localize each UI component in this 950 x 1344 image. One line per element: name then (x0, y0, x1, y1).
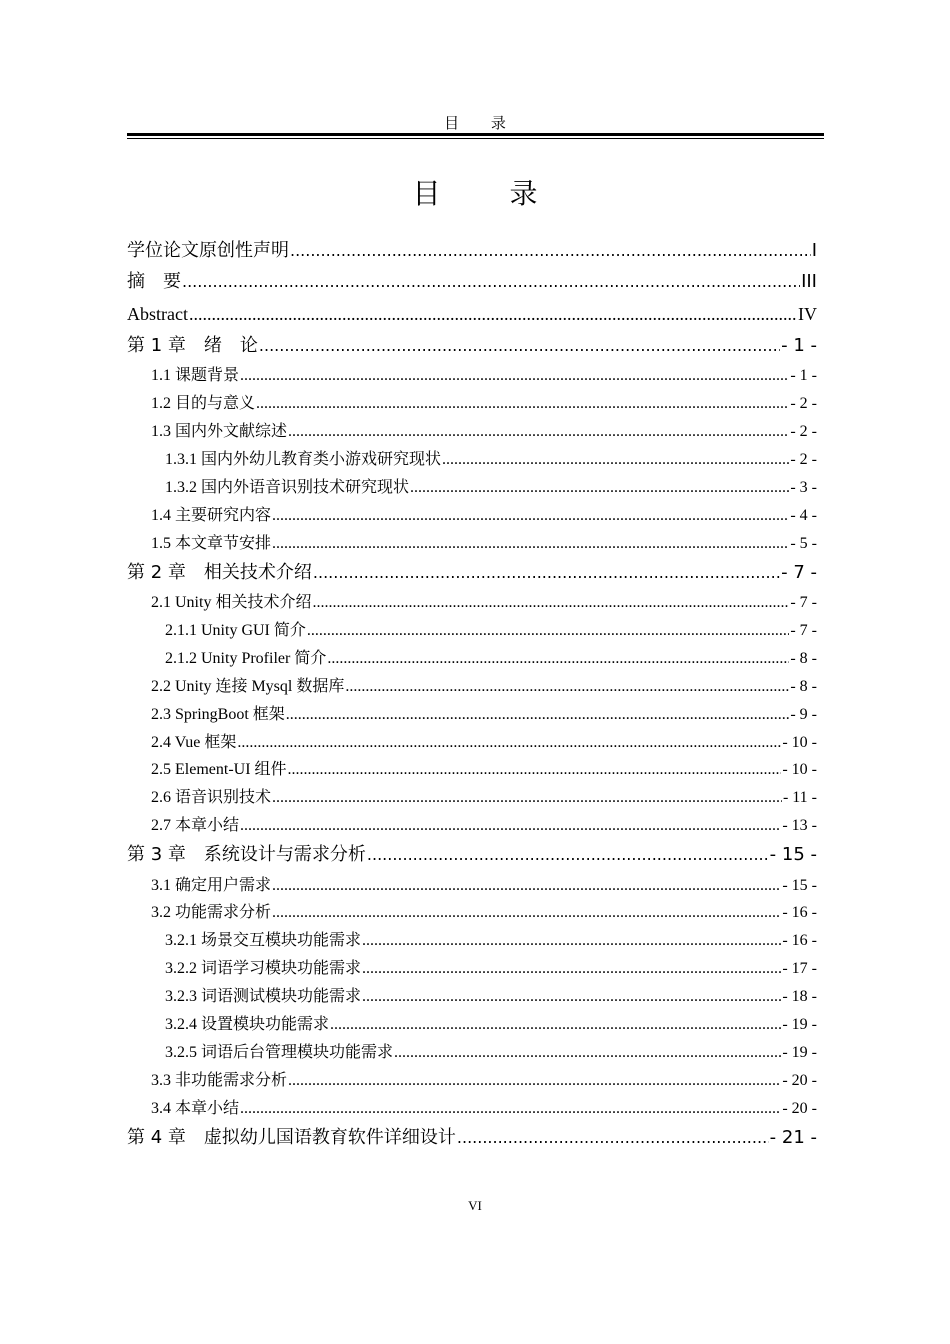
toc-entry[interactable] (127, 1097, 817, 1121)
toc-entry-label: 第 2 章 相关技术介绍 (127, 562, 312, 583)
toc-entry-page: - 7 - (781, 562, 817, 583)
toc-entry[interactable] (127, 874, 817, 898)
toc-entry[interactable] (127, 591, 817, 615)
toc-leader-dots (240, 364, 789, 388)
toc-entry-page: - 10 - (782, 761, 817, 778)
toc-leader-dots (272, 786, 782, 810)
toc-entry-page: - 7 - (790, 622, 817, 639)
toc-entry-page: - 11 - (782, 789, 817, 806)
toc-leader-dots (272, 532, 789, 556)
toc-entry[interactable] (127, 758, 817, 782)
toc-entry[interactable] (127, 561, 817, 585)
toc-entry-page: - 2 - (790, 451, 817, 468)
toc-leader-dots (307, 619, 789, 643)
toc-leader-dots (272, 901, 781, 925)
toc-entry-page: - 1 - (781, 335, 817, 356)
toc-entry-label: 2.2 Unity 连接 Mysql 数据库 (151, 678, 345, 695)
toc-entry-page: - 2 - (790, 395, 817, 412)
toc-entry[interactable] (127, 1069, 817, 1093)
page-number: VI (468, 1198, 482, 1213)
toc-leader-dots (290, 239, 811, 263)
toc-entry[interactable] (127, 619, 817, 643)
toc-entry[interactable] (127, 1126, 817, 1150)
toc-entry-page: - 4 - (790, 507, 817, 524)
toc-entry-page: - 3 - (790, 479, 817, 496)
toc-leader-dots (313, 561, 780, 585)
toc-leader-dots (189, 302, 797, 326)
toc-entry[interactable] (127, 302, 817, 326)
toc-entry-label: 3.2.5 词语后台管理模块功能需求 (165, 1044, 394, 1061)
toc-leader-dots (312, 591, 789, 615)
toc-entry[interactable] (127, 270, 817, 294)
toc-leader-dots (286, 703, 790, 727)
toc-entry-label: 2.1.2 Unity Profiler 简介 (165, 650, 327, 667)
toc-entry-label: 1.3.2 国内外语音识别技术研究现状 (165, 479, 410, 496)
toc-entry[interactable] (127, 814, 817, 838)
toc-entry[interactable] (127, 929, 817, 953)
toc-entry-page: - 2 - (790, 423, 817, 440)
toc-entry-page: - 10 - (782, 734, 817, 751)
toc-leader-dots (272, 874, 781, 898)
toc-entry[interactable] (127, 476, 817, 500)
toc-entry-page: - 8 - (790, 678, 817, 695)
toc-entry-label: Abstract (127, 304, 188, 324)
toc-entry-label: 3.2.2 词语学习模块功能需求 (165, 960, 362, 977)
toc-entry-page: - 21 - (769, 1127, 817, 1148)
toc-entry-label: 2.5 Element-UI 组件 (151, 761, 287, 778)
toc-entry[interactable] (127, 1041, 817, 1065)
toc-entry-label: 2.6 语音识别技术 (151, 789, 272, 806)
toc-leader-dots (240, 1097, 781, 1121)
toc-entry-label: 1.3.1 国内外幼儿教育类小游戏研究现状 (165, 451, 442, 468)
toc-leader-dots (272, 504, 789, 528)
toc-entry[interactable] (127, 957, 817, 981)
toc-entry-page: - 8 - (790, 650, 817, 667)
toc-leader-dots (457, 1126, 769, 1150)
toc-entry-label: 2.4 Vue 框架 (151, 734, 237, 751)
toc-entry-page: - 18 - (782, 988, 817, 1005)
running-header: 目 录 (444, 116, 520, 132)
toc-entry-page: - 5 - (790, 535, 817, 552)
toc-leader-dots (256, 392, 789, 416)
toc-entry-page: - 16 - (782, 904, 817, 921)
toc-leader-dots (362, 985, 781, 1009)
toc-entry[interactable] (127, 675, 817, 699)
toc-leader-dots (288, 758, 782, 782)
toc-entry-page: I (811, 240, 817, 261)
toc-entry[interactable] (127, 364, 817, 388)
toc-entry-page: - 13 - (782, 817, 817, 834)
toc-entry-page: - 20 - (782, 1072, 817, 1089)
toc-entry-page: - 15 - (782, 877, 817, 894)
toc-leader-dots (367, 843, 769, 867)
toc-entry[interactable] (127, 532, 817, 556)
toc-leader-dots (394, 1041, 781, 1065)
toc-entry-label: 3.4 本章小结 (151, 1100, 240, 1117)
toc-entry[interactable] (127, 1013, 817, 1037)
toc-entry-page: - 19 - (782, 1044, 817, 1061)
toc-entry-page: - 16 - (782, 932, 817, 949)
toc-leader-dots (410, 476, 789, 500)
toc-entry-label: 1.3 国内外文献综述 (151, 423, 288, 440)
toc-entry-label: 第 4 章 虚拟幼儿国语教育软件详细设计 (127, 1127, 456, 1148)
toc-entry-label: 3.2.3 词语测试模块功能需求 (165, 988, 362, 1005)
page-title: 目 录 (412, 177, 568, 210)
toc-entry-page: - 17 - (782, 960, 817, 977)
toc-entry[interactable] (127, 647, 817, 671)
toc-entry-label: 3.3 非功能需求分析 (151, 1072, 288, 1089)
toc-entry[interactable] (127, 392, 817, 416)
toc-entry[interactable] (127, 901, 817, 925)
toc-entry-label: 2.1.1 Unity GUI 简介 (165, 622, 306, 639)
toc-leader-dots (442, 448, 789, 472)
toc-leader-dots (288, 1069, 781, 1093)
toc-leader-dots (259, 334, 780, 358)
toc-entry-page: III (801, 271, 817, 292)
toc-entry[interactable] (127, 504, 817, 528)
toc-entry[interactable] (127, 731, 817, 755)
toc-entry-page: - 20 - (782, 1100, 817, 1117)
toc-entry[interactable] (127, 448, 817, 472)
toc-entry-label: 3.2 功能需求分析 (151, 904, 272, 921)
toc-entry-label: 3.2.1 场景交互模块功能需求 (165, 932, 362, 949)
toc-entry-label: 1.5 本文章节安排 (151, 535, 272, 552)
toc-entry-label: 2.3 SpringBoot 框架 (151, 706, 285, 723)
toc-leader-dots (345, 675, 789, 699)
toc-entry[interactable] (127, 334, 817, 358)
toc-entry[interactable] (127, 786, 817, 810)
toc-leader-dots (362, 929, 781, 953)
toc-leader-dots (182, 270, 800, 294)
toc-entry[interactable] (127, 985, 817, 1009)
toc-entry-page: IV (798, 304, 817, 324)
toc-entry-label: 第 1 章 绪 论 (127, 335, 258, 356)
toc-leader-dots (327, 647, 789, 671)
toc-leader-dots (240, 814, 781, 838)
toc-entry-label: 1.1 课题背景 (151, 367, 240, 384)
toc-leader-dots (288, 420, 789, 444)
toc-leader-dots (362, 957, 781, 981)
toc-entry-page: - 1 - (790, 367, 817, 384)
toc-leader-dots (237, 731, 781, 755)
toc-entry[interactable] (127, 843, 817, 867)
toc-entry-label: 3.2.4 设置模块功能需求 (165, 1016, 330, 1033)
toc-entry-label: 摘 要 (127, 271, 181, 292)
toc-entry-label: 第 3 章 系统设计与需求分析 (127, 844, 366, 865)
toc-entry-page: - 19 - (782, 1016, 817, 1033)
toc-entry-page: - 9 - (790, 706, 817, 723)
toc-entry-label: 3.1 确定用户需求 (151, 877, 272, 894)
toc-entry-label: 1.2 目的与意义 (151, 395, 256, 412)
toc-entry-label: 2.1 Unity 相关技术介绍 (151, 594, 312, 611)
toc-entry-page: - 15 - (769, 844, 817, 865)
toc-entry[interactable] (127, 420, 817, 444)
toc-entry[interactable] (127, 239, 817, 263)
toc-entry-label: 2.7 本章小结 (151, 817, 240, 834)
toc-leader-dots (330, 1013, 781, 1037)
toc-entry-label: 1.4 主要研究内容 (151, 507, 272, 524)
toc-entry-page: - 7 - (790, 594, 817, 611)
toc-entry-label: 学位论文原创性声明 (127, 240, 289, 261)
toc-entry[interactable] (127, 703, 817, 727)
